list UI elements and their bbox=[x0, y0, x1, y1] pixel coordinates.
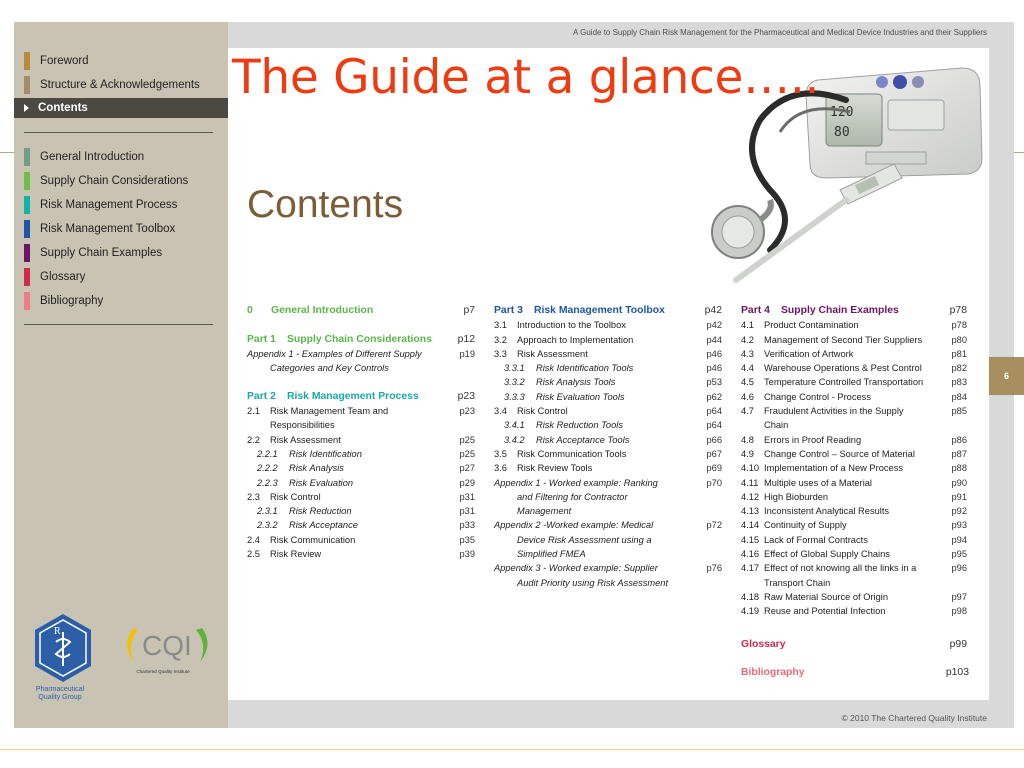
toc-entry-page: p84 bbox=[951, 391, 967, 402]
toc-entry[interactable] bbox=[494, 476, 724, 490]
toc-entry-number: 3.1 bbox=[494, 320, 507, 331]
nav-risk-management-process[interactable] bbox=[24, 196, 177, 214]
toc-entry-title: Risk Evaluation Tools bbox=[536, 391, 625, 402]
color-swatch bbox=[24, 292, 30, 310]
toc-entry-number: Part 1 bbox=[247, 333, 276, 345]
toc-entry-number: 3.3 bbox=[494, 348, 507, 359]
toc-entry-number: 4.12 bbox=[741, 491, 760, 502]
toc-entry-page: p91 bbox=[951, 491, 967, 502]
pqg-caption bbox=[12, 686, 108, 702]
toc-entry[interactable] bbox=[741, 375, 969, 389]
toc-entry[interactable] bbox=[741, 461, 969, 475]
toc-entry-title: Management bbox=[517, 506, 572, 517]
nav-supply-chain-examples[interactable] bbox=[24, 244, 162, 262]
toc-entry[interactable] bbox=[741, 504, 969, 518]
toc-entry-title: Lack of Formal Contracts bbox=[764, 534, 868, 545]
toc-entry-title: Approach to Implementation bbox=[517, 334, 634, 345]
toc-entry-number: 2.1 bbox=[247, 406, 260, 417]
nav-risk-management-toolbox[interactable] bbox=[24, 220, 175, 238]
toc-entry-title: Simplified FMEA bbox=[517, 549, 586, 560]
toc-entry[interactable] bbox=[247, 404, 479, 418]
toc-entry-number: 4.14 bbox=[741, 520, 760, 531]
page-number-tab: 6 bbox=[989, 357, 1024, 395]
toc-entry-number: 4.16 bbox=[741, 549, 760, 560]
cqi-logo-text: CQI bbox=[142, 630, 192, 661]
toc-entry-number: 4.1 bbox=[741, 320, 754, 331]
toc-entry-title: Risk Analysis bbox=[289, 463, 344, 474]
toc-entry-page: p88 bbox=[951, 463, 967, 474]
toc-entry-page: p64 bbox=[706, 420, 722, 431]
toc-entry-number: 4.19 bbox=[741, 606, 760, 617]
toc-entry[interactable] bbox=[494, 576, 724, 590]
nav-bibliography[interactable] bbox=[24, 292, 103, 310]
toc-entry-title: Raw Material Source of Origin bbox=[764, 591, 889, 602]
toc-entry-number: 2.5 bbox=[247, 549, 260, 560]
edge-rule-left bbox=[0, 152, 14, 153]
toc-entry-title: Risk Identification Tools bbox=[536, 363, 634, 374]
toc-entry[interactable] bbox=[494, 390, 724, 404]
toc-entry-number: 3.4.2 bbox=[504, 434, 525, 445]
nav-glossary[interactable] bbox=[24, 268, 85, 286]
nav-label: General Introduction bbox=[40, 151, 145, 163]
toc-entry-number: 2.3.1 bbox=[257, 506, 278, 517]
toc-entry-title: Chain bbox=[764, 420, 789, 431]
header-caption: A Guide to Supply Chain Risk Management for the Pharmaceutical and Medical Device Industries and their Suppliers bbox=[573, 28, 987, 37]
color-swatch bbox=[24, 268, 30, 286]
toc-entry[interactable] bbox=[247, 433, 479, 447]
toc-entry-title: Risk Reduction Tools bbox=[536, 420, 623, 431]
toc-entry-title: Management of Second Tier Suppliers bbox=[764, 334, 923, 345]
toc-entry[interactable] bbox=[494, 347, 724, 361]
toc-entry-number: 0 bbox=[247, 305, 253, 316]
toc-entry[interactable] bbox=[741, 347, 969, 361]
color-swatch bbox=[24, 76, 30, 94]
toc-entry-title: Effect of Global Supply Chains bbox=[764, 549, 890, 560]
toc-entry-title: High Bioburden bbox=[764, 491, 829, 502]
toc-entry-number: 3.5 bbox=[494, 448, 507, 459]
toc-entry-page: p90 bbox=[951, 477, 967, 488]
toc-glossary[interactable] bbox=[741, 638, 969, 652]
toc-entry-page: p12 bbox=[457, 333, 475, 345]
pqg-logo bbox=[32, 612, 94, 684]
toc-entry-title: Risk Review Tools bbox=[517, 463, 593, 474]
toc-entry-number: 4.5 bbox=[741, 377, 754, 388]
toc-entry-number: Part 2 bbox=[247, 390, 276, 402]
toc-entry-number: 3.3.3 bbox=[504, 391, 525, 402]
toc-entry[interactable] bbox=[494, 533, 724, 547]
toc-entry-number: 4.15 bbox=[741, 534, 760, 545]
toc-entry-title: Risk Management Process bbox=[287, 390, 419, 402]
color-swatch bbox=[24, 172, 30, 190]
toc-entry-page: p81 bbox=[951, 348, 967, 359]
toc-entry-page: p78 bbox=[949, 305, 967, 316]
color-swatch bbox=[24, 148, 30, 166]
toc-entry[interactable] bbox=[247, 333, 479, 347]
triangle-right-icon bbox=[24, 104, 29, 112]
toc-entry-number: Part 3 bbox=[494, 305, 523, 316]
toc-entry[interactable] bbox=[247, 476, 479, 490]
toc-entry[interactable] bbox=[247, 490, 479, 504]
pqg-caption-line2: Quality Group bbox=[38, 694, 82, 701]
toc-entry-title: Transport Chain bbox=[764, 577, 831, 588]
nav-label: Supply Chain Considerations bbox=[40, 175, 189, 187]
svg-text:80: 80 bbox=[834, 125, 850, 140]
toc-entry-title: Errors in Proof Reading bbox=[764, 434, 862, 445]
toc-entry-page: p42 bbox=[704, 305, 722, 316]
toc-entry-page: p53 bbox=[706, 377, 722, 388]
toc-entry-title: Risk Communication bbox=[270, 534, 356, 545]
cqi-caption: Chartered Quality Institute bbox=[136, 669, 190, 674]
toc-entry-title: Risk Acceptance Tools bbox=[536, 434, 630, 445]
toc-entry-number: 4.10 bbox=[741, 463, 760, 474]
toc-entry-title: Risk Evaluation bbox=[289, 477, 354, 488]
toc-entry[interactable] bbox=[741, 576, 969, 590]
toc-entry-page: p78 bbox=[951, 320, 967, 331]
toc-entry[interactable] bbox=[247, 361, 479, 375]
toc-entry[interactable] bbox=[494, 547, 724, 561]
toc-entry-title: Risk Identification bbox=[289, 448, 362, 459]
toc-entry-page: p27 bbox=[459, 463, 475, 474]
toc-entry-number: 4.9 bbox=[741, 448, 754, 459]
pqg-caption-line1: Pharmaceutical bbox=[35, 686, 85, 693]
toc-entry-title: Change Control – Source of Material bbox=[764, 448, 915, 459]
toc-entry[interactable] bbox=[494, 518, 724, 532]
toc-entry-title: Risk Communication Tools bbox=[517, 448, 627, 459]
toc-entry-title: Supply Chain Examples bbox=[781, 305, 899, 316]
toc-entry[interactable] bbox=[494, 561, 724, 575]
toc-entry[interactable] bbox=[494, 318, 724, 332]
toc-entry-page: p23 bbox=[457, 390, 475, 402]
toc-entry-title: Continuity of Supply bbox=[764, 520, 847, 531]
nav-foreword[interactable] bbox=[24, 52, 89, 70]
toc-entry-title: Risk Reduction bbox=[289, 506, 352, 517]
nav-divider bbox=[24, 324, 213, 325]
toc-entry-page: p85 bbox=[951, 406, 967, 417]
toc-entry-title: and Filtering for Contractor bbox=[517, 491, 628, 502]
toc-entry-number: 2.2.3 bbox=[257, 477, 278, 488]
toc-entry[interactable] bbox=[247, 461, 479, 475]
toc-entry[interactable] bbox=[741, 476, 969, 490]
toc-entry-page: p46 bbox=[706, 363, 722, 374]
toc-entry-page: p25 bbox=[459, 448, 475, 459]
toc-entry-title: Implementation of a New Process bbox=[764, 463, 903, 474]
toc-entry-page: p76 bbox=[706, 563, 722, 574]
toc-entry[interactable] bbox=[741, 418, 969, 432]
toc-entry[interactable] bbox=[494, 433, 724, 447]
toc-entry-page: p69 bbox=[706, 463, 722, 474]
toc-entry-title: Risk Assessment bbox=[270, 434, 341, 445]
toc-entry-title: Warehouse Operations & Pest Control bbox=[764, 363, 922, 374]
toc-entry-page: p93 bbox=[951, 520, 967, 531]
toc-entry-number: 2.3 bbox=[247, 491, 260, 502]
toc-entry[interactable] bbox=[494, 461, 724, 475]
toc-entry-title: Verification of Artwork bbox=[764, 348, 854, 359]
toc-entry-title: Responsibilities bbox=[270, 420, 335, 431]
svg-text:R: R bbox=[54, 626, 61, 637]
nav-divider bbox=[24, 132, 213, 133]
toc-entry-page: p92 bbox=[951, 506, 967, 517]
toc-entry-number: 4.2 bbox=[741, 334, 754, 345]
toc-entry-number: 2.3.2 bbox=[257, 520, 278, 531]
footer-copyright: © 2010 The Chartered Quality Institute bbox=[841, 713, 987, 723]
nav-label: Risk Management Process bbox=[40, 199, 178, 211]
nav-general-introduction[interactable] bbox=[24, 148, 144, 166]
toc-entry-number: Part 4 bbox=[741, 305, 770, 316]
toc-entry-title: Risk Control bbox=[270, 491, 321, 502]
toc-entry-title: Risk Management Toolbox bbox=[534, 305, 665, 316]
toc-entry[interactable] bbox=[494, 447, 724, 461]
toc-entry[interactable] bbox=[494, 375, 724, 389]
toc-entry-title: Device Risk Assessment using a bbox=[517, 534, 652, 545]
toc-entry-title: Appendix 3 - Worked example: Supplier bbox=[494, 563, 658, 574]
toc-entry-number: 4.8 bbox=[741, 434, 754, 445]
toc-entry-page: p94 bbox=[951, 534, 967, 545]
toc-entry[interactable] bbox=[494, 333, 724, 347]
edge-rule-right bbox=[1014, 152, 1024, 153]
toc-entry-number: 4.7 bbox=[741, 406, 754, 417]
toc-entry[interactable] bbox=[741, 318, 969, 332]
toc-entry-number: 2.2.1 bbox=[257, 448, 278, 459]
glossary-page: p99 bbox=[949, 639, 967, 650]
toc-entry-title: Change Control - Process bbox=[764, 391, 871, 402]
toc-entry-title: General Introduction bbox=[271, 305, 374, 316]
toc-entry[interactable] bbox=[247, 447, 479, 461]
svg-text:120: 120 bbox=[830, 105, 854, 120]
toc-entry[interactable] bbox=[741, 518, 969, 532]
color-swatch bbox=[24, 196, 30, 214]
toc-entry-title: Appendix 1 - Worked example: Ranking bbox=[494, 477, 658, 488]
nav-label: Contents bbox=[38, 102, 88, 114]
toc-entry-page: p70 bbox=[706, 477, 722, 488]
toc-entry-title: Supply Chain Considerations bbox=[287, 333, 432, 345]
toc-entry[interactable] bbox=[494, 404, 724, 418]
toc-entry[interactable] bbox=[247, 518, 479, 532]
toc-entry-title: Risk Control bbox=[517, 406, 568, 417]
toc-entry[interactable] bbox=[741, 547, 969, 561]
toc-entry-title: Appendix 2 -Worked example: Medical bbox=[494, 520, 654, 531]
toc-entry-title: Fraudulent Activities in the Supply bbox=[764, 406, 904, 417]
toc-entry-page: p72 bbox=[706, 520, 722, 531]
toc-entry-page: p7 bbox=[463, 305, 475, 316]
toc-entry-title: Introduction to the Toolbox bbox=[517, 320, 626, 331]
toc-entry-title: Appendix 1 - Examples of Different Supply bbox=[247, 348, 422, 359]
toc-entry[interactable] bbox=[247, 547, 479, 561]
toc-entry-page: p31 bbox=[459, 506, 475, 517]
toc-entry[interactable] bbox=[247, 504, 479, 518]
toc-entry[interactable] bbox=[741, 561, 969, 575]
toc-entry-number: 2.2 bbox=[247, 434, 260, 445]
toc-entry-page: p29 bbox=[459, 477, 475, 488]
toc-entry-number: 4.18 bbox=[741, 591, 760, 602]
toc-entry[interactable] bbox=[494, 361, 724, 375]
toc-column-1 bbox=[247, 304, 479, 561]
toc-entry[interactable] bbox=[741, 433, 969, 447]
toc-entry-number: 4.3 bbox=[741, 348, 754, 359]
toc-entry-page: p66 bbox=[706, 434, 722, 445]
toc-column-2 bbox=[494, 304, 724, 590]
nav-label: Structure & Acknowledgements bbox=[40, 79, 200, 91]
toc-entry[interactable] bbox=[247, 390, 479, 404]
toc-entry-title: Temperature Controlled Transportation bbox=[764, 377, 924, 388]
toc-entry[interactable] bbox=[494, 304, 724, 318]
toc-entry[interactable] bbox=[741, 404, 969, 418]
toc-entry-title: Risk Analysis Tools bbox=[536, 377, 616, 388]
toc-entry-page: p19 bbox=[459, 348, 475, 359]
toc-entry-page: p67 bbox=[706, 448, 722, 459]
toc-entry-number: 3.6 bbox=[494, 463, 507, 474]
toc-entry bbox=[247, 318, 479, 332]
toc-entry[interactable] bbox=[494, 418, 724, 432]
toc-entry-number: 4.6 bbox=[741, 391, 754, 402]
toc-entry-number: 4.17 bbox=[741, 563, 760, 574]
glossary-label: Glossary bbox=[741, 639, 786, 650]
toc-entry-page: p80 bbox=[951, 334, 967, 345]
toc-entry-page: p96 bbox=[951, 563, 967, 574]
nav-label: Glossary bbox=[40, 271, 86, 283]
toc-entry-page: p31 bbox=[459, 491, 475, 502]
color-swatch bbox=[24, 52, 30, 70]
toc-entry-page: p23 bbox=[459, 406, 475, 417]
nav-contents-active[interactable] bbox=[14, 98, 228, 118]
toc-entry-title: Risk Acceptance bbox=[289, 520, 358, 531]
toc-entry-number: 2.2.2 bbox=[257, 463, 278, 474]
toc-entry-page: p86 bbox=[951, 434, 967, 445]
bibliography-page: p103 bbox=[945, 667, 969, 678]
toc-entry-title: Categories and Key Controls bbox=[270, 363, 389, 374]
color-swatch bbox=[24, 220, 30, 238]
toc-entry-title: Risk Management Team and bbox=[270, 406, 389, 417]
toc-entry-number: 2.4 bbox=[247, 534, 260, 545]
toc-bibliography[interactable] bbox=[741, 666, 969, 680]
toc-column-3 bbox=[741, 304, 969, 619]
toc-entry[interactable] bbox=[741, 533, 969, 547]
toc-entry[interactable] bbox=[741, 361, 969, 375]
toc-entry[interactable] bbox=[741, 447, 969, 461]
toc-entry-page: p83 bbox=[951, 377, 967, 388]
nav-label: Bibliography bbox=[40, 295, 104, 307]
toc-entry-title: Multiple uses of a Material bbox=[764, 477, 872, 488]
color-swatch bbox=[24, 244, 30, 262]
nav-label: Risk Management Toolbox bbox=[40, 223, 176, 235]
toc-entry-page: p87 bbox=[951, 448, 967, 459]
toc-entry[interactable] bbox=[247, 347, 479, 361]
toc-entry-page: p35 bbox=[459, 534, 475, 545]
slide-title: The Guide at a glance….. bbox=[232, 50, 820, 105]
toc-entry[interactable] bbox=[741, 604, 969, 618]
toc-entry-title: Reuse and Potential Infection bbox=[764, 606, 886, 617]
nav-label: Supply Chain Examples bbox=[40, 247, 163, 259]
toc-entry-title: Inconsistent Analytical Results bbox=[764, 506, 890, 517]
toc-entry-number: 4.4 bbox=[741, 363, 754, 374]
toc-entry-page: p62 bbox=[706, 391, 722, 402]
toc-entry-page: p97 bbox=[951, 591, 967, 602]
toc-entry-title: Risk Assessment bbox=[517, 348, 588, 359]
toc-entry-number: 4.13 bbox=[741, 506, 760, 517]
toc-entry[interactable] bbox=[247, 533, 479, 547]
toc-entry-page: p82 bbox=[951, 363, 967, 374]
toc-entry[interactable] bbox=[741, 390, 969, 404]
toc-entry-page: p39 bbox=[459, 549, 475, 560]
toc-entry-number: 3.4.1 bbox=[504, 420, 525, 431]
toc-entry[interactable] bbox=[247, 418, 479, 432]
toc-entry-page: p46 bbox=[706, 348, 722, 359]
toc-entry[interactable] bbox=[741, 590, 969, 604]
cqi-logo bbox=[116, 622, 216, 666]
toc-entry[interactable] bbox=[247, 304, 479, 318]
nav-structure-acknowledgements[interactable] bbox=[24, 76, 200, 94]
toc-entry[interactable] bbox=[494, 504, 724, 518]
nav-label: Foreword bbox=[40, 55, 89, 67]
toc-entry-title: Effect of not knowing all the links in a bbox=[764, 563, 917, 574]
toc-entry[interactable] bbox=[741, 490, 969, 504]
toc-entry bbox=[247, 375, 479, 389]
toc-entry-page: p25 bbox=[459, 434, 475, 445]
toc-entry-number: 3.3.1 bbox=[504, 363, 525, 374]
toc-entry[interactable] bbox=[741, 304, 969, 318]
toc-entry-title: Audit Priority using Risk Assessment bbox=[517, 577, 669, 588]
toc-entry-page: p98 bbox=[951, 606, 967, 617]
toc-entry-number: 3.2 bbox=[494, 334, 507, 345]
toc-entry[interactable] bbox=[741, 333, 969, 347]
toc-entry-page: p42 bbox=[706, 320, 722, 331]
toc-entry-page: p95 bbox=[951, 549, 967, 560]
nav-supply-chain-considerations[interactable] bbox=[24, 172, 188, 190]
bibliography-label: Bibliography bbox=[741, 667, 805, 678]
toc-entry-page: p44 bbox=[706, 334, 722, 345]
toc-entry-number: 3.3.2 bbox=[504, 377, 525, 388]
contents-heading: Contents bbox=[247, 183, 404, 226]
toc-entry[interactable] bbox=[494, 490, 724, 504]
toc-entry-title: Product Contamination bbox=[764, 320, 859, 331]
toc-entry-page: p64 bbox=[706, 406, 722, 417]
toc-entry-number: 4.11 bbox=[741, 477, 759, 488]
toc-entry-number: 3.4 bbox=[494, 406, 507, 417]
bottom-rule bbox=[0, 749, 1024, 750]
toc-entry-title: Risk Review bbox=[270, 549, 322, 560]
toc-entry-page: p33 bbox=[459, 520, 475, 531]
